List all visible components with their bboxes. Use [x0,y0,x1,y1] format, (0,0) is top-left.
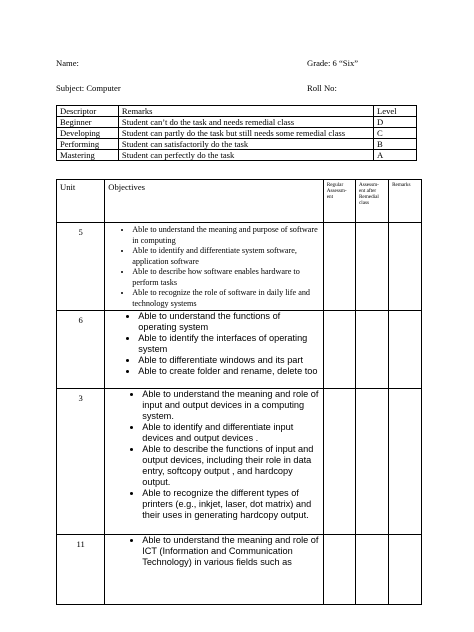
table-row [57,311,422,389]
grade-label: Grade: 6 “Six” [307,58,359,68]
levels-header-level: Level [374,106,417,117]
objectives-header-row [57,180,422,223]
regular-assessment-cell [323,223,355,311]
regular-assessment-cell [323,311,355,389]
level-cell: A [374,150,417,161]
header-objectives: Objectives [105,180,324,223]
header-remarks: Remarks [389,180,422,223]
level-cell: C [374,128,417,139]
regular-assessment-cell [323,535,355,605]
objectives-list [108,225,320,309]
header-regular-assessment: Regular Assessm-ent [323,180,355,223]
remarks-cell [389,389,422,535]
unit-cell: 6 [57,311,105,389]
level-cell: B [374,139,417,150]
list-item: • Able to describe the functions of input and output devices, including their role in data entry, softcopy output , and hardcopy output. [142,444,320,488]
objectives-cell [105,535,324,605]
table-row [57,389,422,535]
after-remedial-cell [355,535,388,605]
list-item: • Able to describe how software enables hardware to perform tasks [132,267,320,288]
list-item: • Able to differentiate windows and its part [138,355,320,366]
levels-table [56,105,417,161]
remarks-cell: Student can satisfactorily do the task [118,139,373,150]
list-item: • Able to create folder and rename, delete too [138,366,320,377]
list-item: • Able to understand the functions of operating system [138,311,320,333]
list-item: • Able to recognize the different types of printers (e.g., inkjet, laser, dot matrix) and their uses in generating hardcopy output. [142,488,320,521]
remarks-cell [389,223,422,311]
list-item: • Able to understand the meaning and role of ICT (Information and Communication Technology) in various fields such as [142,535,320,568]
remarks-cell: Student can partly do the task but still needs some remedial class [118,128,373,139]
levels-row [57,150,417,161]
level-cell: D [374,117,417,128]
descriptor-cell: Developing [57,128,119,139]
list-item: • Able to understand the meaning and purpose of software in computing [132,225,320,246]
levels-header-descriptor: Descriptor [57,106,119,117]
descriptor-cell: Beginner [57,117,119,128]
list-item: • Able to identify the interfaces of operating system [138,333,320,355]
objectives-cell [105,223,324,311]
levels-row [57,139,417,150]
remarks-cell [389,535,422,605]
levels-header-row [57,106,417,117]
regular-assessment-cell [323,389,355,535]
table-row [57,223,422,311]
header-unit: Unit [57,180,105,223]
levels-header-remarks: Remarks [118,106,373,117]
objectives-cell [105,389,324,535]
objectives-list [108,535,320,568]
objectives-table [56,179,422,605]
remarks-cell [389,311,422,389]
list-item: • Able to recognize the role of software in daily life and technology systems [132,288,320,309]
remarks-cell: Student can perfectly do the task [118,150,373,161]
after-remedial-cell [355,223,388,311]
after-remedial-cell [355,389,388,535]
objectives-list [108,389,320,521]
subject-label: Subject: Computer [56,83,121,93]
roll-no-label: Roll No: [307,83,337,93]
objectives-list [108,311,320,377]
list-item: • Able to understand the meaning and role of input and output devices in a computing system. [142,389,320,422]
unit-cell: 5 [57,223,105,311]
descriptor-cell: Mastering [57,150,119,161]
objectives-cell [105,311,324,389]
levels-row [57,117,417,128]
header-assessment-after-remedial: Assessm-ent after Remedial class [355,180,388,223]
list-item: • Able to identify and differentiate input devices and output devices . [142,422,320,444]
after-remedial-cell [355,311,388,389]
name-label: Name: [56,58,79,68]
unit-cell: 11 [57,535,105,605]
descriptor-cell: Performing [57,139,119,150]
unit-cell: 3 [57,389,105,535]
remarks-cell: Student can’t do the task and needs remedial class [118,117,373,128]
levels-row [57,128,417,139]
table-row [57,535,422,605]
list-item: • Able to identify and differentiate system software, application software [132,246,320,267]
